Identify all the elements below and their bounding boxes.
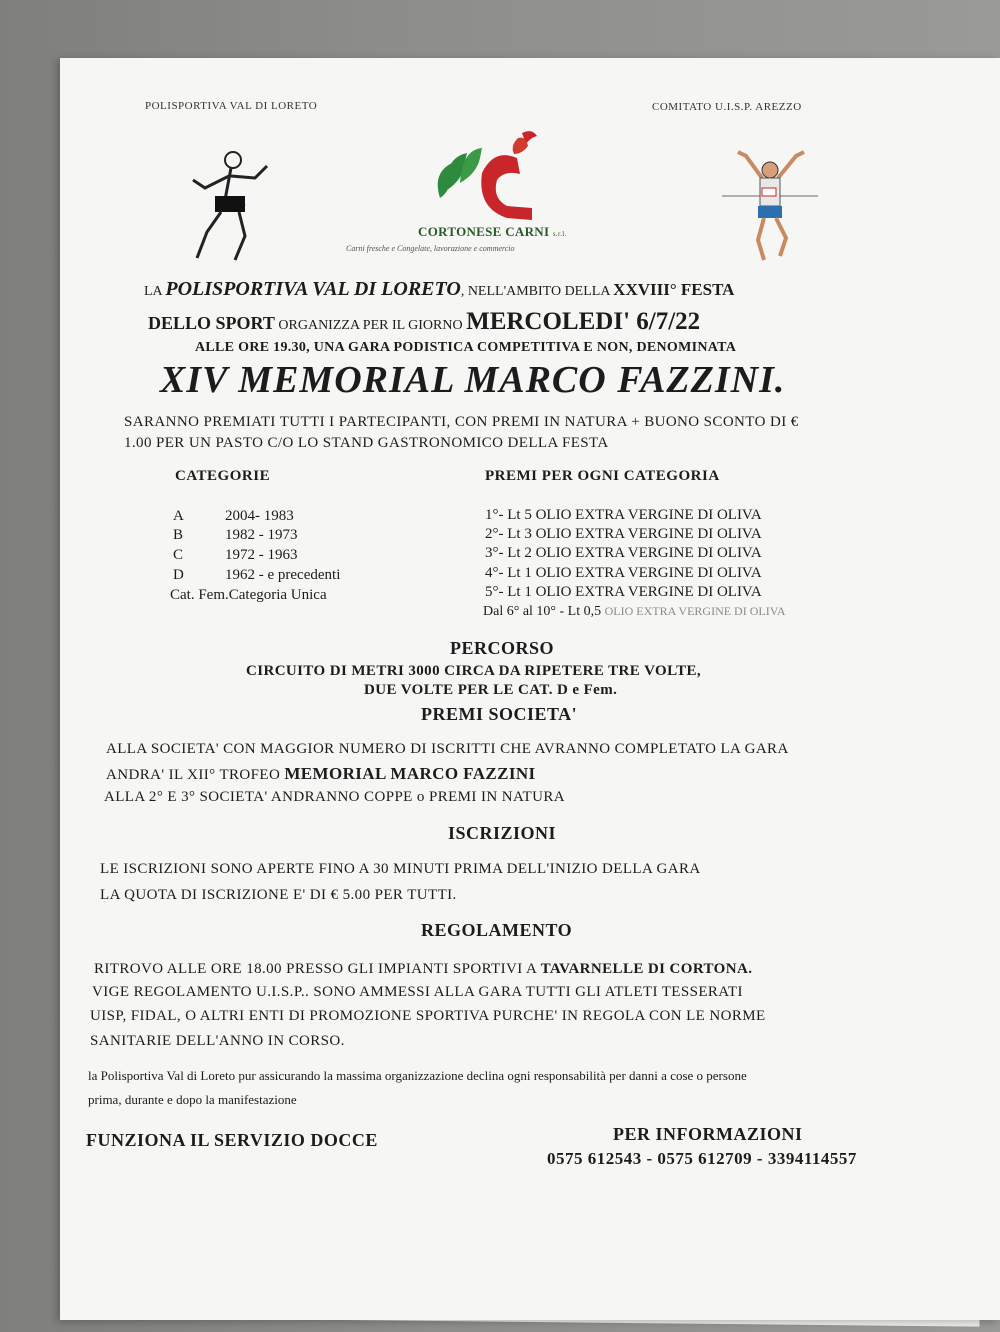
regolamento-line-3: UISP, FIDAL, O ALTRI ENTI DI PROMOZIONE SPORTIVA PURCHE' IN REGOLA CON LE NORME [90, 1008, 766, 1024]
prize-row: 4°- Lt 1 OLIO EXTRA VERGINE DI OLIVA [485, 565, 762, 581]
prize-row-last: Dal 6° al 10° - Lt 0,5 OLIO EXTRA VERGINE DI OLIVA [483, 604, 786, 619]
logo-tagline: Carni fresche e Congelate, lavorazione e commercio [346, 244, 515, 253]
percorso-heading: PERCORSO [450, 638, 555, 658]
prize-row: 2°- Lt 3 OLIO EXTRA VERGINE DI OLIVA [485, 526, 762, 542]
rooster-logo-icon [422, 128, 542, 226]
category-row: B [173, 527, 184, 543]
category-row: D [173, 567, 184, 583]
event-title: XIV MEMORIAL MARCO FAZZINI. [160, 359, 786, 401]
premi-societa-line-3: ALLA 2° E 3° SOCIETA' ANDRANNO COPPE o PREMI IN NATURA [104, 789, 565, 805]
premi-societa-heading: PREMI SOCIETA' [421, 704, 578, 724]
disclaimer-line-1: la Polisportiva Val di Loreto pur assicurando la massima organizzazione declina ogni responsabilità per danni a cose o persone [88, 1068, 747, 1083]
percorso-line-2: DUE VOLTE PER LE CAT. D e Fem. [364, 682, 618, 698]
header-left: POLISPORTIVA VAL DI LORETO [145, 100, 318, 112]
runner-right-illustration [720, 148, 820, 268]
category-years: 2004- 1983 [225, 508, 294, 524]
runner-left-illustration [185, 148, 280, 268]
category-years: 1962 - e precedenti [225, 567, 341, 583]
category-row: A [173, 508, 184, 524]
awards-intro-1: SARANNO PREMIATI TUTTI I PARTECIPANTI, CON PREMI IN NATURA + BUONO SCONTO DI € [124, 414, 799, 430]
category-row: C [173, 547, 184, 563]
categories-heading: CATEGORIE [175, 468, 271, 484]
iscrizioni-line-1: LE ISCRIZIONI SONO APERTE FINO A 30 MINUTI PRIMA DELL'INIZIO DELLA GARA [100, 861, 701, 877]
flyer-sheet [60, 58, 1000, 1320]
percorso-line-1: CIRCUITO DI METRI 3000 CIRCA DA RIPETERE TRE VOLTE, [246, 663, 702, 679]
prize-row: 3°- Lt 2 OLIO EXTRA VERGINE DI OLIVA [485, 545, 762, 561]
prize-row: 5°- Lt 1 OLIO EXTRA VERGINE DI OLIVA [485, 584, 762, 600]
category-years: 1982 - 1973 [225, 527, 298, 543]
docce-notice: FUNZIONA IL SERVIZIO DOCCE [86, 1130, 378, 1150]
info-heading: PER INFORMAZIONI [613, 1124, 803, 1144]
iscrizioni-heading: ISCRIZIONI [448, 823, 557, 843]
prize-row: 1°- Lt 5 OLIO EXTRA VERGINE DI OLIVA [485, 507, 762, 523]
header-right: COMITATO U.I.S.P. AREZZO [652, 101, 802, 113]
premi-societa-line-2: ANDRA' IL XII° TROFEO MEMORIAL MARCO FAZZINI [106, 764, 536, 783]
intro-line-2: DELLO SPORT ORGANIZZA PER IL GIORNO MERCOLEDI' 6/7/22 [148, 308, 701, 335]
iscrizioni-line-2: LA QUOTA DI ISCRIZIONE E' DI € 5.00 PER TUTTI. [100, 887, 457, 903]
regolamento-line-2: VIGE REGOLAMENTO U.I.S.P.. SONO AMMESSI ALLA GARA TUTTI GLI ATLETI TESSERATI [92, 984, 743, 1000]
regolamento-line-1: RITROVO ALLE ORE 18.00 PRESSO GLI IMPIANTI SPORTIVI A TAVARNELLE DI CORTONA. [94, 961, 753, 977]
category-fem: Cat. Fem.Categoria Unica [170, 587, 327, 603]
prizes-heading: PREMI PER OGNI CATEGORIA [485, 468, 720, 484]
awards-intro-2: 1.00 PER UN PASTO C/O LO STAND GASTRONOMICO DELLA FESTA [124, 435, 609, 451]
logo-name: CORTONESE CARNI s.r.l. [418, 224, 567, 239]
premi-societa-line-1: ALLA SOCIETA' CON MAGGIOR NUMERO DI ISCRITTI CHE AVRANNO COMPLETATO LA GARA [106, 741, 789, 757]
info-phones: 0575 612543 - 0575 612709 - 3394114557 [547, 1149, 857, 1168]
regolamento-line-4: SANITARIE DELL'ANNO IN CORSO. [90, 1033, 345, 1049]
disclaimer-line-2: prima, durante e dopo la manifestazione [88, 1092, 297, 1107]
category-years: 1972 - 1963 [225, 547, 298, 563]
intro-time-line: ALLE ORE 19.30, UNA GARA PODISTICA COMPETITIVA E NON, DENOMINATA [195, 340, 737, 355]
regolamento-heading: REGOLAMENTO [421, 920, 573, 940]
intro-line-1: LA POLISPORTIVA VAL DI LORETO, NELL'AMBITO DELLA XXVIII° FESTA [144, 278, 735, 300]
